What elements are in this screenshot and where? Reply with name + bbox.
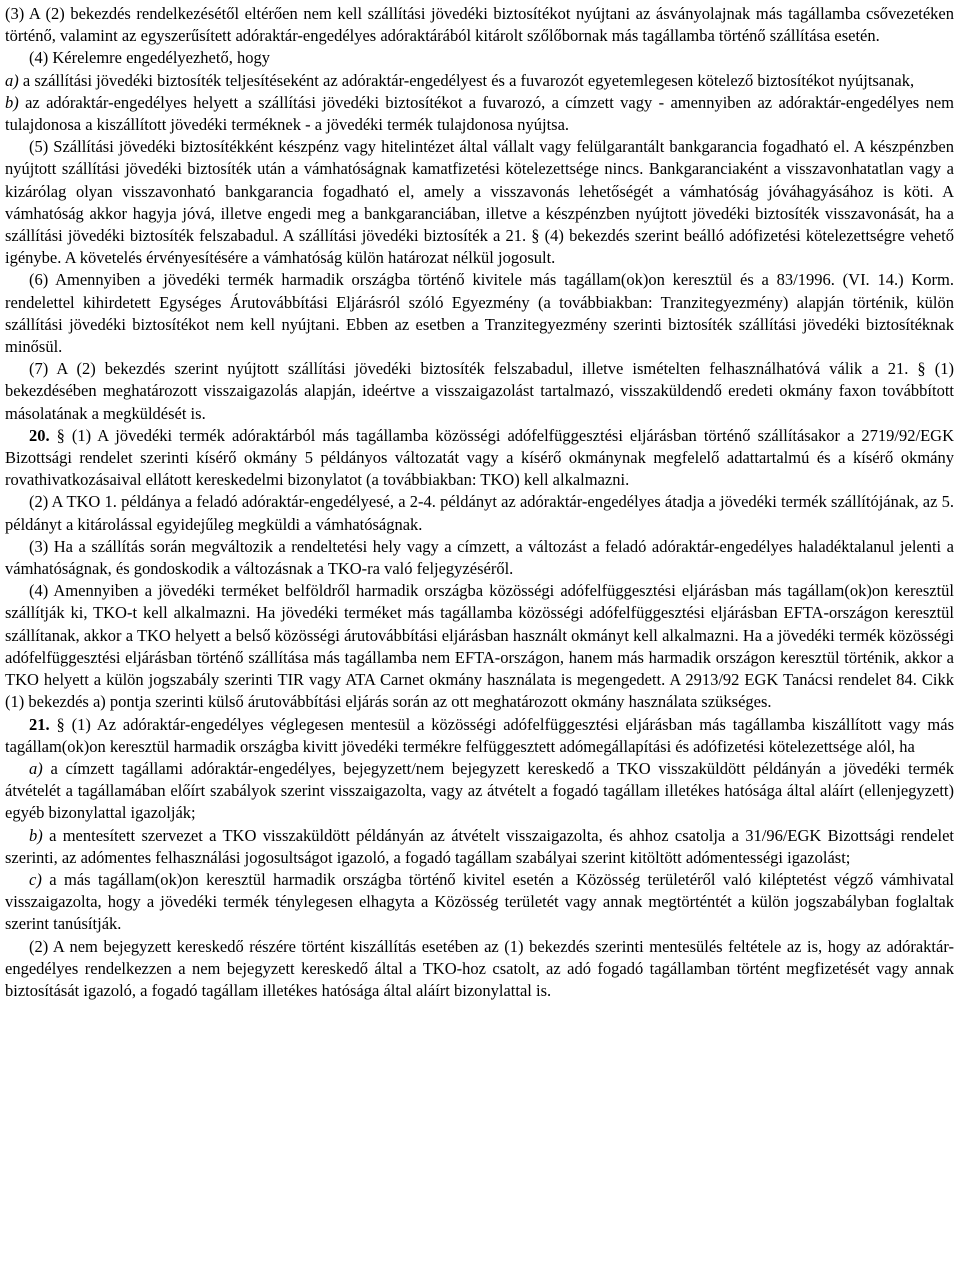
paragraph-4b: b) az adóraktár-engedélyes helyett a szállítási jövedéki biztosítékot a fuvarozó, a címzett vagy - amennyiben az adóraktár-engedélyes nem tulajdonosa a kiszállított jövedéki terméknek - a jövedéki termék tulajdonosa nyújtsa. xyxy=(5,92,954,135)
paragraph-4a: a) a szállítási jövedéki biztosíték teljesítéseként az adóraktár-engedélyest és a fuvarozót egyetemlegesen kötelező biztosítékot nyújtsanak, xyxy=(5,70,915,90)
paragraph-5: (5) Szállítási jövedéki biztosítékként készpénz vagy hitelintézet által vállalt vagy felülgarantált bankgarancia fogadható el. A készpénzben nyújtott szállítási jövedéki biztosíték után a vámhatóságnak kamatfizetési kötelezettsége nincs. Bankgaranciaként a visszavonhatatlan vagy a kizárólag olyan visszavonható bankgarancia fogadható el, amely a visszavonás lehetőségét a vámhatóság jóváhagyásához is köti. A vámhatóság akkor hagyja jóvá, illetve engedi meg a bankgaranciában, illetve a készpénzben nyújtott jövedéki biztosíték visszavonását, ha a szállítási jövedéki biztosíték felszabadul. A szállítási jövedéki biztosíték a 21. § (4) bekezdés szerint beálló adófizetési kötelezettségre vehető igénybe. A követelés érvényesítésére a vámhatóság külön határozat nélkül jogosult. xyxy=(5,137,954,268)
section-20-paragraph-4: (4) Amennyiben a jövedéki terméket belföldről harmadik országba közösségi adófelfüggesztési eljárásban más tagállam(ok)on keresztül szállítják ki, TKO-t kell alkalmazni. Ha jövedéki terméket más tagállamba közösségi adófelfüggesztési eljárásban EFTA-országon keresztül szállítanak, akkor a TKO helyett a belső közösségi árutovábbítási eljárásban használt okmányt kell alkalmazni. Ha a jövedéki termék közösségi adófelfüggesztési eljárásban történő szállítása más tagállamba nem EFTA-országon, hanem más harmadik országon keresztül történik, akkor a TKO helyett a külön jogszabály szerinti TIR vagy ATA Carnet okmány használata is megengedett. A 2913/92 EGK Tanácsi rendelet 84. Cikk (1) bekezdés a) pontja szerinti külső árutovábbítási eljárás során az ott meghatározott okmány használata szükséges. xyxy=(5,581,954,712)
section-21-paragraph-1: 21. § (1) Az adóraktár-engedélyes véglegesen mentesül a közösségi adófelfüggesztési eljárásban más tagállamba kiszállított vagy más tagállam(ok)on keresztül harmadik országba kivitt jövedéki termékre felfüggesztett adómegállapítási és adófizetési kötelezettsége alól, ha xyxy=(5,714,954,756)
section-21-item-c: c) a más tagállam(ok)on keresztül harmadik országba történő kivitel esetén a Közösség területéről való kiléptetést végző vámhivatal visszaigazolta, hogy a jövedéki termék ténylegesen elhagyta a Közösség területét vagy annak megtörténtét a külön jogszabályban foglaltak szerint tanúsítják. xyxy=(5,869,954,934)
paragraph-6: (6) Amennyiben a jövedéki termék harmadik országba történő kivitele más tagállam(ok)on keresztül és a 83/1996. (VI. 14.) Korm. rendelettel kihirdetett Egységes Árutovábbítási Eljárásról szóló Egyezmény (a továbbiakban: Tranzitegyezmény) alapján történik, külön szállítási jövedéki biztosítékot nem kell nyújtani. Ebben az esetben a Tranzitegyezmény szerinti biztosíték szállítási jövedéki biztosítéknak minősül. xyxy=(5,270,954,357)
item-letter: a) xyxy=(5,70,19,90)
section-21-paragraph-2: (2) A nem bejegyzett kereskedő részére történt kiszállítás esetében az (1) bekezdés szerinti mentesülés feltétele az is, hogy az adóraktár-engedélyes rendelkezzen a nem bejegyzett kereskedő által a TKO-hoz csatolt, az adó fogadó tagállamban történt megfizetését vagy annak biztosítását igazoló, a fogadó tagállam illetékes hatósága által aláírt bizonylattal is. xyxy=(5,936,954,1000)
paragraph-4-intro: (4) Kérelemre engedélyezhető, hogy xyxy=(29,48,270,68)
paragraph-7: (7) A (2) bekezdés szerint nyújtott szállítási jövedéki biztosíték felszabadul, illetve ismételten felhasználhatóvá válik a 21. § (1) bekezdésében meghatározott visszaigazolás alapján, ideértve a visszaigazolást tartalmazó, visszaküldendő eredeti okmány faxon továbbított másolatának a megküldését is. xyxy=(5,359,954,423)
section-21-item-b: b) a mentesített szervezet a TKO visszaküldött példányán az átvételt visszaigazolta, és ahhoz csatolja a 31/96/EGK Bizottsági rendelet szerinti, az adómentes felhasználási jogosultságot igazoló, a fogadó tagállam szabályai szerint kitöltött adómentességi igazolást; xyxy=(5,825,954,867)
section-20-paragraph-2: (2) A TKO 1. példánya a feladó adóraktár-engedélyesé, a 2-4. példányt az adóraktár-engedélyes átadja a jövedéki termék szállítójának, az 5. példányt a kitárolással egyidejűleg megküldi a vámhatóságnak. xyxy=(5,492,954,534)
section-20-paragraph-1: 20. § (1) A jövedéki termék adóraktárból más tagállamba közösségi adófelfüggesztési eljárásban történő szállításakor a 2719/92/EGK Bizottsági rendelet szerinti kísérő okmány 5 példányos változatát vagy a kísérő okmánynak megfelelő adattartalmú és a kísérő okmány rovathivatkozásaival ellátott kereskedelmi bizonylatot (a továbbiakban: TKO) kell alkalmazni. xyxy=(5,425,954,490)
section-number: 21. xyxy=(29,714,50,734)
paragraph-3: (3) A (2) bekezdés rendelkezésétől eltérően nem kell szállítási jövedéki biztosítékot nyújtani az ásványolajnak más tagállamba csővezetéken történő, valamint az egyszerűsített adóraktár-engedélyes adóraktárából kitárolt szőlőbornak más tagállamba történő szállítása esetén. xyxy=(5,4,954,46)
section-20-paragraph-3: (3) Ha a szállítás során megváltozik a rendeltetési hely vagy a címzett, a változást a feladó adóraktár-engedélyes haladéktalanul jelenti a vámhatóságnak, és gondoskodik a változásnak a TKO-ra való feljegyzéséről. xyxy=(5,536,954,579)
item-letter: b) xyxy=(5,92,19,112)
item-letter: c) xyxy=(29,869,42,889)
section-number: 20. xyxy=(29,425,50,445)
item-letter: b) xyxy=(29,825,43,845)
item-letter: a) xyxy=(29,758,43,778)
section-21-item-a: a) a címzett tagállami adóraktár-engedélyes, bejegyzett/nem bejegyzett kereskedő a TKO visszaküldött példányán a jövedéki termék átvételét a tagállamában előírt szabályok szerint visszaigazolta, vagy az átvételt a fogadó tagállam illetékes hatósága által aláírt (ellenjegyzett) egyéb bizonylattal igazolják; xyxy=(5,758,954,823)
